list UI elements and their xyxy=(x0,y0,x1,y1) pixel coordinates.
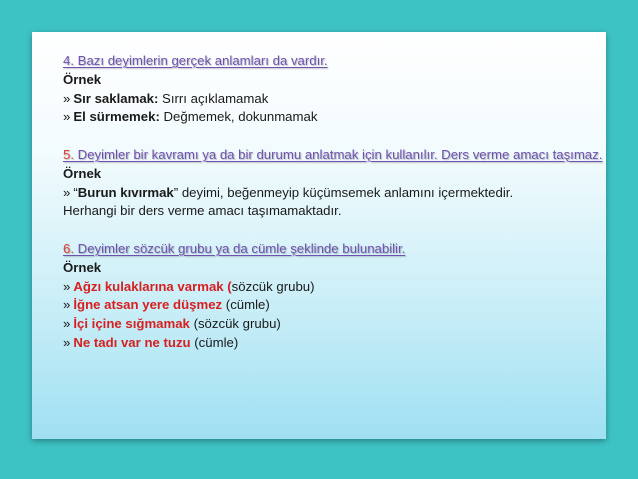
list-item: » El sürmemek: Değmemek, dokunmamak xyxy=(63,109,318,125)
slide-content xyxy=(63,52,603,353)
list-item: » Ne tadı var ne tuzu (cümle) xyxy=(63,334,239,350)
section6-example-label: Örnek xyxy=(63,259,102,275)
section6-heading: 6. Deyimler sözcük grubu ya da cümle şeklinde bulunabilir. xyxy=(63,240,406,256)
section4-heading: 4. Bazı deyimlerin gerçek anlamları da vardır. xyxy=(63,53,328,68)
list-item: » İçi içine sığmamak (sözcük grubu) xyxy=(63,316,281,332)
list-item: » Ağzı kulaklarına varmak (sözcük grubu) xyxy=(63,278,315,294)
section5-example-line-2: Herhangi bir ders verme amacı taşımamaktadır. xyxy=(63,203,342,219)
section4-example-label: Örnek xyxy=(63,71,102,87)
section5-heading: 5. Deyimler bir kavramı ya da bir durumu anlatmak için kullanılır. Ders verme amacı taşımaz. xyxy=(63,146,603,162)
list-item: » Sır saklamak: Sırrı açıklamamak xyxy=(63,90,269,106)
slide-card xyxy=(32,32,606,439)
section5-example-label: Örnek xyxy=(63,165,102,181)
list-item: » İğne atsan yere düşmez (cümle) xyxy=(63,297,270,313)
section5-example-line: » “Burun kıvırmak” deyimi, beğenmeyip küçümsemek anlamını içermektedir. xyxy=(63,184,514,200)
